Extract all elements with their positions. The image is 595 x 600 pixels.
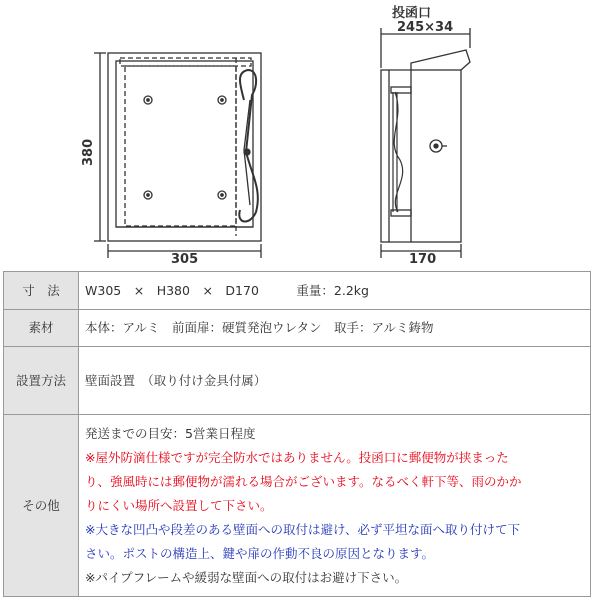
screw-top-left xyxy=(144,96,152,104)
spec-value-installation: 壁面設置 （取り付け金具付属） xyxy=(79,347,591,415)
other-note-line: り、強風時には郵便物が濡れる場合がございます。なるべく軒下等、雨のかか xyxy=(85,473,522,489)
spec-row-installation xyxy=(4,347,591,415)
front-top-band xyxy=(120,58,251,66)
spec-row-other xyxy=(4,415,591,597)
spec-table xyxy=(3,271,591,597)
side-view-wallplate xyxy=(381,70,389,242)
opening-title: 投函口 xyxy=(392,6,432,21)
front-view-panel xyxy=(116,61,253,227)
screw-bottom-left xyxy=(144,191,152,199)
technical-drawing xyxy=(0,0,595,270)
other-note-line: ※大きな凹凸や段差のある壁面への取付は避け、必ず平坦な面へ取り付けて下 xyxy=(85,521,520,537)
screw-bottom-right xyxy=(218,191,226,199)
spec-row-dimensions xyxy=(4,272,591,310)
depth-dimension: 170 xyxy=(409,252,437,267)
screw-top-right xyxy=(218,96,226,104)
width-dimension: 305 xyxy=(171,252,199,267)
other-note-line: ※パイプフレームや緩弱な壁面への取付はお避け下さい。 xyxy=(85,569,408,585)
side-view-slot-lid xyxy=(411,50,470,70)
front-handle xyxy=(239,70,258,222)
spec-row-material xyxy=(4,310,591,347)
height-dimension: 380 xyxy=(81,138,96,166)
other-note-line: りにくい場所へ設置して下さい。 xyxy=(85,497,273,513)
other-note-line: さい。ポストの構造上、鍵や扉の作動不良の原因となります。 xyxy=(85,545,435,561)
spec-label-installation: 設置方法 xyxy=(4,347,79,415)
spec-label-material: 素材 xyxy=(4,310,79,347)
spec-value-dimensions: W305 × H380 × D170 重量：2.2kg xyxy=(79,272,591,310)
spec-label-dimensions: 寸 法 xyxy=(4,272,79,310)
side-view-handle xyxy=(393,92,403,212)
drawing-svg xyxy=(0,0,595,270)
side-view-body xyxy=(411,70,461,242)
front-door-outline xyxy=(125,66,236,226)
other-note-line: ※屋外防滴仕様ですが完全防水ではありません。投函口に郵便物が挟まった xyxy=(85,449,509,465)
opening-size: 245×34 xyxy=(397,20,454,35)
spec-label-other: その他 xyxy=(4,415,79,597)
other-note-line: 発送までの目安：5営業日程度 xyxy=(85,425,256,441)
front-view-outline xyxy=(108,53,261,241)
spec-value-material: 本体：アルミ 前面扉：硬質発泡ウレタン 取手：アルミ鋳物 xyxy=(79,310,591,347)
spec-value-other xyxy=(79,415,591,597)
